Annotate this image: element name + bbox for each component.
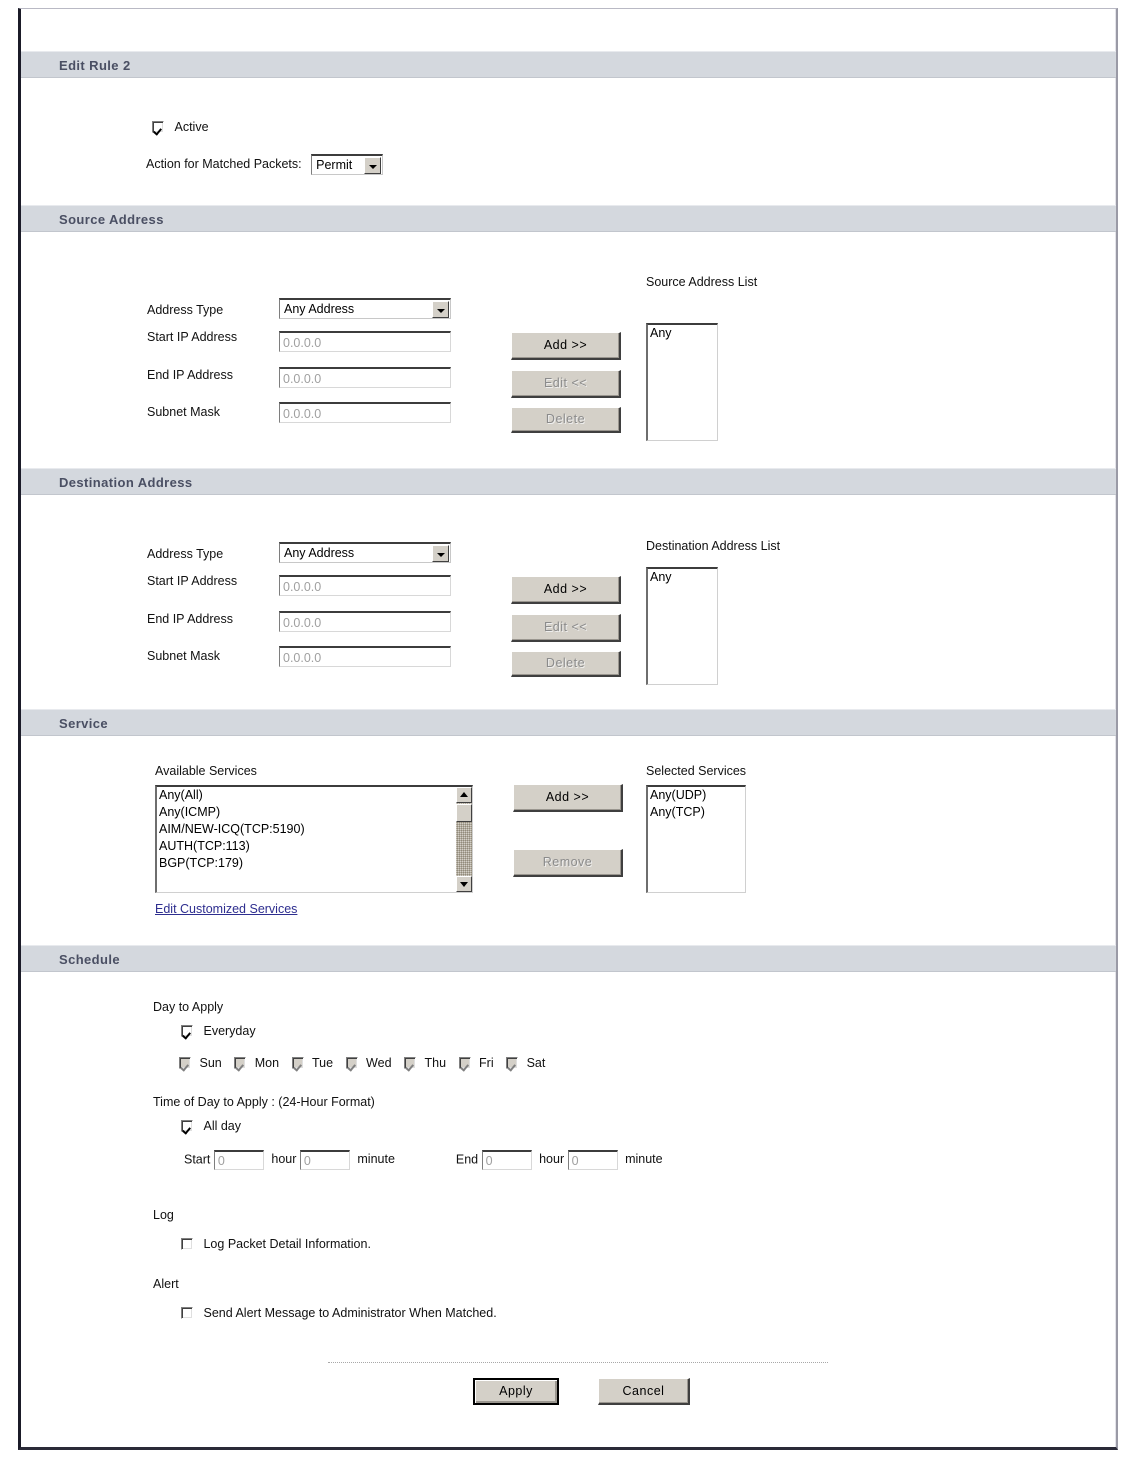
source-delete-button[interactable]: Delete	[511, 407, 621, 433]
source-address-type-label: Address Type	[147, 303, 224, 317]
available-services-label: Available Services	[155, 764, 257, 778]
wed-checkbox[interactable]	[346, 1057, 358, 1069]
chevron-down-icon[interactable]	[364, 157, 381, 174]
start-hour-unit: hour	[271, 1152, 297, 1167]
day-checkbox-sat[interactable]	[506, 1056, 545, 1070]
source-subnet-mask-input[interactable]: 0.0.0.0	[279, 402, 451, 423]
everyday-label: Everyday	[203, 1024, 256, 1038]
alert-label: Alert	[153, 1277, 179, 1291]
available-services-listbox[interactable]	[155, 785, 473, 893]
everyday-checkbox-row[interactable]	[181, 1024, 256, 1038]
thu-label: Thu	[424, 1056, 447, 1070]
day-checkbox-sun[interactable]	[179, 1056, 234, 1070]
end-label: End	[455, 1152, 479, 1167]
destination-subnet-mask-label: Subnet Mask	[147, 649, 220, 663]
destination-end-ip-input[interactable]: 0.0.0.0	[279, 611, 451, 632]
available-services-scrollbar[interactable]	[455, 787, 472, 892]
log-checkbox-row[interactable]	[181, 1237, 371, 1251]
source-subnet-mask-label: Subnet Mask	[147, 405, 220, 419]
action-select[interactable]	[311, 154, 383, 175]
list-item[interactable]: Any	[650, 570, 672, 584]
log-packet-detail-checkbox[interactable]	[181, 1238, 193, 1250]
destination-edit-button[interactable]: Edit <<	[511, 614, 621, 642]
destination-start-ip-label	[147, 573, 237, 589]
time-range-row	[184, 1150, 663, 1170]
alert-checkbox-row[interactable]	[181, 1306, 497, 1320]
section-title-edit-rule: Edit Rule 2	[59, 58, 131, 73]
start-minute-unit: minute	[357, 1152, 395, 1167]
action-select-value: Permit	[316, 158, 353, 172]
list-item[interactable]: BGP(TCP:179)	[159, 856, 244, 870]
sat-checkbox[interactable]	[506, 1057, 518, 1069]
scroll-down-icon[interactable]	[456, 876, 472, 892]
section-title-destination-address: Destination Address	[59, 475, 193, 490]
service-add-button[interactable]: Add >>	[513, 784, 623, 812]
start-minute-input[interactable]: 0	[300, 1150, 350, 1170]
destination-address-list-label: Destination Address List	[646, 539, 781, 553]
fri-checkbox[interactable]	[459, 1057, 471, 1069]
sun-checkbox[interactable]	[179, 1057, 191, 1069]
source-add-button[interactable]: Add >>	[511, 332, 621, 360]
service-remove-button[interactable]: Remove	[513, 849, 623, 877]
destination-address-listbox[interactable]	[646, 567, 718, 685]
active-checkbox-row[interactable]	[152, 120, 209, 134]
section-header-source-address	[21, 205, 1116, 232]
day-checkbox-fri[interactable]	[459, 1056, 507, 1070]
list-item[interactable]: Any	[650, 326, 672, 340]
source-start-ip-label-text: Start IP Address	[147, 330, 238, 344]
all-day-checkbox[interactable]	[181, 1120, 193, 1132]
source-address-list-label: Source Address List	[646, 275, 758, 289]
list-item[interactable]: Any(TCP)	[650, 805, 705, 819]
destination-subnet-mask-input[interactable]: 0.0.0.0	[279, 646, 451, 667]
day-checkbox-mon[interactable]	[234, 1056, 291, 1070]
alert-checkbox-label: Send Alert Message to Administrator When Matched.	[203, 1306, 497, 1320]
day-checkbox-wed[interactable]	[346, 1056, 404, 1070]
everyday-checkbox[interactable]	[181, 1025, 193, 1037]
all-day-label: All day	[203, 1119, 242, 1133]
day-to-apply-label: Day to Apply	[153, 1000, 224, 1014]
list-item[interactable]: AUTH(TCP:113)	[159, 839, 250, 853]
section-title-schedule: Schedule	[59, 952, 120, 967]
destination-end-ip-label-text: End IP Address	[147, 612, 233, 626]
end-minute-unit: minute	[625, 1152, 663, 1167]
end-hour-unit: hour	[539, 1152, 565, 1167]
log-label: Log	[153, 1208, 174, 1222]
end-hour-input[interactable]: 0	[482, 1150, 532, 1170]
source-address-listbox[interactable]	[646, 323, 718, 441]
source-end-ip-label-text: End IP Address	[147, 368, 233, 382]
end-minute-input[interactable]: 0	[568, 1150, 618, 1170]
destination-address-type-label: Address Type	[147, 547, 224, 561]
chevron-down-icon[interactable]	[432, 301, 449, 318]
list-item[interactable]: Any(UDP)	[650, 788, 707, 802]
source-address-type-select[interactable]	[279, 298, 451, 319]
section-title-source-address: Source Address	[59, 212, 164, 227]
start-label: Start	[184, 1152, 211, 1167]
action-label: Action for Matched Packets:	[146, 156, 302, 171]
footer-divider	[328, 1362, 828, 1363]
day-checkbox-thu[interactable]	[404, 1056, 459, 1070]
sat-label: Sat	[526, 1056, 546, 1070]
section-header-edit-rule	[21, 51, 1116, 78]
section-title-service: Service	[59, 716, 109, 731]
fri-label: Fri	[479, 1056, 494, 1070]
thu-checkbox[interactable]	[404, 1057, 416, 1069]
send-alert-message-checkbox[interactable]	[181, 1307, 193, 1319]
chevron-down-icon[interactable]	[432, 545, 449, 562]
source-end-ip-input[interactable]: 0.0.0.0	[279, 367, 451, 388]
list-item[interactable]: Any(All)	[159, 788, 203, 802]
source-address-type-value: Any Address	[284, 302, 355, 316]
active-checkbox[interactable]	[152, 121, 164, 133]
source-start-ip-input[interactable]: 0.0.0.0	[279, 331, 451, 352]
destination-address-type-select[interactable]	[279, 542, 451, 563]
apply-button[interactable]: Apply	[473, 1378, 559, 1405]
list-item[interactable]: AIM/NEW-ICQ(TCP:5190)	[159, 822, 305, 836]
destination-end-ip-label	[147, 611, 233, 627]
destination-add-button[interactable]: Add >>	[511, 576, 621, 604]
selected-services-listbox[interactable]	[646, 785, 746, 893]
mon-label: Mon	[254, 1056, 280, 1070]
source-edit-button[interactable]: Edit <<	[511, 370, 621, 398]
list-item[interactable]: Any(ICMP)	[159, 805, 221, 819]
tue-checkbox[interactable]	[292, 1057, 304, 1069]
selected-services-label: Selected Services	[646, 764, 747, 778]
tue-label: Tue	[312, 1056, 334, 1070]
day-checkbox-tue[interactable]	[292, 1056, 346, 1070]
active-label: Active	[174, 120, 209, 134]
log-checkbox-label: Log Packet Detail Information.	[203, 1237, 371, 1251]
start-hour-input[interactable]: 0	[214, 1150, 264, 1170]
mon-checkbox[interactable]	[234, 1057, 246, 1069]
source-start-ip-label	[147, 329, 237, 345]
scrollbar-thumb[interactable]	[456, 804, 472, 822]
edit-customized-services-link[interactable]: Edit Customized Services	[155, 902, 298, 916]
day-checkbox-group	[179, 1056, 545, 1070]
window-content	[21, 9, 1116, 1447]
all-day-checkbox-row[interactable]	[181, 1119, 241, 1133]
sun-label: Sun	[199, 1056, 222, 1070]
section-header-service	[21, 709, 1116, 736]
destination-delete-button[interactable]: Delete	[511, 651, 621, 677]
destination-start-ip-label-text: Start IP Address	[147, 574, 238, 588]
time-of-day-label: Time of Day to Apply : (24-Hour Format)	[153, 1095, 375, 1109]
destination-start-ip-input[interactable]: 0.0.0.0	[279, 575, 451, 596]
section-header-schedule	[21, 945, 1116, 972]
cancel-button[interactable]: Cancel	[598, 1378, 690, 1405]
wed-label: Wed	[366, 1056, 392, 1070]
destination-address-type-value: Any Address	[284, 546, 355, 560]
action-for-matched-packets-row	[146, 154, 383, 175]
window-frame	[18, 8, 1118, 1450]
source-end-ip-label	[147, 367, 233, 383]
section-header-destination-address	[21, 468, 1116, 495]
scroll-up-icon[interactable]	[456, 787, 472, 803]
